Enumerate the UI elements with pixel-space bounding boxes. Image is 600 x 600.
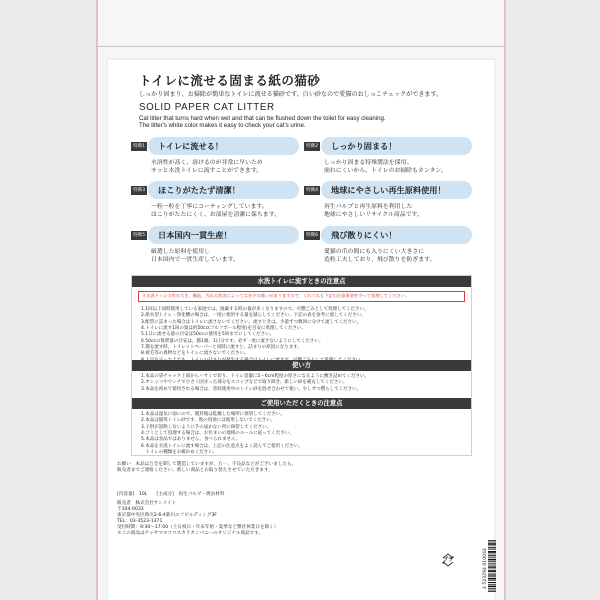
product-lead: しっかり固まり、お掃除が簡単なトイレに流せる猫砂です。白い砂なので愛猫のおしっこチェックができます。 bbox=[139, 91, 443, 98]
list-item: 5.1日に流せる量の目安は50ccの使用を5回までにしてください。 bbox=[141, 332, 275, 338]
barcode bbox=[474, 540, 496, 598]
list-item: 1.本品の袋チャック上部からハサミで切り、トイレ容器に5〜6cm程度の厚さになるように敷き詰めてください。 bbox=[141, 374, 370, 379]
feature-text-line: ほこりがたたにくく、お部屋を清潔に保ちます。 bbox=[151, 212, 281, 219]
feature-heading: 地球にやさしい再生原料使用！ bbox=[321, 181, 472, 199]
feature-badge: 特徴4 bbox=[305, 188, 319, 193]
product-title: トイレに流せる固まる紙の猫砂 bbox=[139, 73, 321, 88]
list-item: 8.被毛等の異物などをトイレに流さないでください。 bbox=[141, 351, 249, 357]
feature-text-line: 地球にやさしいリサイクル商品です。 bbox=[324, 212, 423, 219]
apology-line: お願い 本品は万全を期して製造していますが、万一、不良品などがございましたら、 bbox=[117, 462, 297, 467]
feature-text bbox=[151, 248, 239, 265]
feature-badge: 特徴2 bbox=[305, 144, 319, 149]
list-item: 1.1回以上同時使用している家庭では、廃棄する時の量が多くなりますので、可燃ごみとして処理してください。 bbox=[141, 307, 369, 312]
feature-text bbox=[151, 203, 280, 220]
list-item: 3.配管に詰まった場合はトイレに流さないでください。流すときは、少量ずつ数回に分けて流してください。 bbox=[141, 319, 362, 325]
feature-text-line: 日本国内で一貫生産しています。 bbox=[151, 257, 239, 264]
feature-heading: 飛び散りにくい！ bbox=[321, 226, 472, 244]
flush-notice-list bbox=[141, 307, 369, 364]
feature-5 bbox=[131, 226, 299, 266]
list-item: 4.ゴミとして処理する場合は、お住まいの地域のルールに従ってください。 bbox=[141, 431, 294, 437]
list-item: 1.本品は湿気に弱いので、開封後は乾燥した場所に保管してください。 bbox=[141, 412, 285, 417]
seller-info bbox=[117, 501, 278, 538]
barcode-bars-icon bbox=[488, 540, 496, 592]
bag-left-edge bbox=[96, 0, 98, 600]
bag-seal-line bbox=[96, 46, 506, 47]
feature-text-line: 崩れにくいから、トイレのお掃除もカンタン。 bbox=[324, 168, 447, 175]
feature-heading: トイレに流せる！ bbox=[148, 137, 299, 155]
bag-right-edge bbox=[504, 0, 506, 600]
feature-text bbox=[151, 159, 263, 176]
feature-text-line: 厳選した原料を使用し bbox=[151, 249, 210, 255]
list-item: 7.猫を流す時、トイレットペーパーと同時に流すと、詰まりの原因になります。 bbox=[141, 345, 302, 351]
english-line: Cat litter that turns hard when wet and that can be flushed down the toilet for easy cleaning. bbox=[139, 115, 386, 122]
list-item: 5.本品は食品ではありません。食べられません。 bbox=[141, 437, 241, 443]
seller-line: TEL：03-3523-1371 bbox=[117, 519, 163, 525]
list-item: 6.本品を水洗トイレに流す場合は、上記の注意点をよく読んでご使用ください。 bbox=[141, 443, 303, 449]
seller-line: 東京都中央区新川2-6-4新川エフビルディング3F bbox=[117, 513, 217, 519]
notice-box bbox=[131, 275, 472, 456]
feature-text-line: サッと水洗トイレに流すことができます。 bbox=[151, 168, 263, 175]
list-item: 2.オシッコやウンチで小さく固まった部分をスコップなどで取り除き、新しい砂を補充してください。 bbox=[141, 380, 348, 386]
english-title: SOLID PAPER CAT LITTER bbox=[139, 102, 275, 113]
feature-heading: 日本国内一貫生産！ bbox=[148, 226, 299, 244]
feature-text-line: 再生パルプと再生原料を利用した bbox=[324, 204, 413, 210]
feature-text bbox=[324, 203, 423, 220]
usage-list bbox=[141, 374, 369, 393]
seller-line: ＊この商品はチャヤマヨココスカラカンパニーのオリジナル商品です。 bbox=[117, 531, 263, 537]
feature-text-line: しっかり固まる特殊製法を採用。 bbox=[324, 160, 413, 166]
feature-1 bbox=[131, 137, 299, 177]
product-specs: [内容量] 10L [主成分] 再生パルプ・吸虫材料 bbox=[117, 492, 225, 497]
caution-list bbox=[141, 412, 303, 456]
usage-heading: 使い方 bbox=[132, 360, 471, 371]
list-item: 3.子供が誤飲しないように手の届かない所に保管してください。 bbox=[141, 424, 272, 430]
feature-badge: 特徴5 bbox=[132, 233, 146, 238]
seller-line: 受付時間：9:30〜17:00（土日祝日・年末年始・夏季など弊社休業日を除く） bbox=[117, 525, 279, 531]
list-item: 2.本品は猫用トイレ砂です。他の用途には使用しないでください。 bbox=[141, 418, 276, 424]
caution-heading: ご使用いただくときの注意点 bbox=[132, 398, 471, 409]
english-line: The litter's white color makes it easy to check your cat's urine. bbox=[139, 122, 306, 130]
apology-line: 販売者までご連絡ください。新しい商品とお取り替えさせていただきます。 bbox=[117, 468, 273, 474]
seller-line: 販売者 株式会社サンメイト bbox=[117, 501, 177, 506]
list-item: 2.節水型トイレ・浄化槽の場合は、一度に使用する量を減らしてください。下記の表を参考に流してください。 bbox=[141, 313, 366, 319]
feature-text-line: 水溶性が高く、溶けるのが非常に早いため bbox=[151, 160, 263, 166]
list-item: 6.50ccの排泄量の目安は、猫1頭、1日分です。必ず一度に流さないようにしてください。 bbox=[141, 338, 324, 344]
feature-badge: 特徴6 bbox=[305, 233, 319, 238]
feature-text bbox=[324, 248, 435, 265]
feature-text-line: 一粒一粒を丁寧にコーティングしています。 bbox=[151, 204, 268, 210]
feature-3 bbox=[131, 181, 299, 221]
feature-2 bbox=[304, 137, 472, 177]
recycle-mark-label: プラ bbox=[442, 557, 453, 563]
list-item: 3.本品を初めて使用される場合は、普段使用中のトイレ砂を混ぜ合わせて使い、少しずつ慣らしてください。 bbox=[141, 386, 362, 392]
list-item: 4.トイレに流す1回の量は約50cc(ゴルフボール程度)を目安に処理してください。 bbox=[141, 326, 307, 332]
barcode-number: 4 523294 010044 bbox=[483, 548, 488, 590]
red-warning: ＊水洗トイレの形の大き、構造、汚れの状況によっては多少の違いがありますので、くれぐれも下記の注意事項を守って処理してください。 bbox=[138, 291, 465, 302]
feature-heading: ほこりがたたず清潔！ bbox=[148, 181, 299, 199]
feature-6 bbox=[304, 226, 472, 266]
list-item: トイレの種類をお確かめください。 bbox=[141, 450, 218, 456]
feature-4 bbox=[304, 181, 472, 221]
flush-notice-heading: 水洗トイレに流すときの注意点 bbox=[132, 276, 471, 287]
feature-heading: しっかり固まる！ bbox=[321, 137, 472, 155]
feature-text bbox=[324, 159, 447, 176]
english-description bbox=[139, 115, 386, 130]
seller-line: 〒104-0033 bbox=[117, 507, 144, 513]
feature-text-line: 愛猫の爪の間にも入りにくい大きさに bbox=[324, 249, 425, 255]
feature-text-line: 造粒工夫しており、飛び散りを防ぎます。 bbox=[324, 257, 436, 264]
feature-badge: 特徴1 bbox=[132, 144, 146, 149]
apology-text bbox=[117, 462, 296, 474]
feature-badge: 特徴3 bbox=[132, 188, 146, 193]
